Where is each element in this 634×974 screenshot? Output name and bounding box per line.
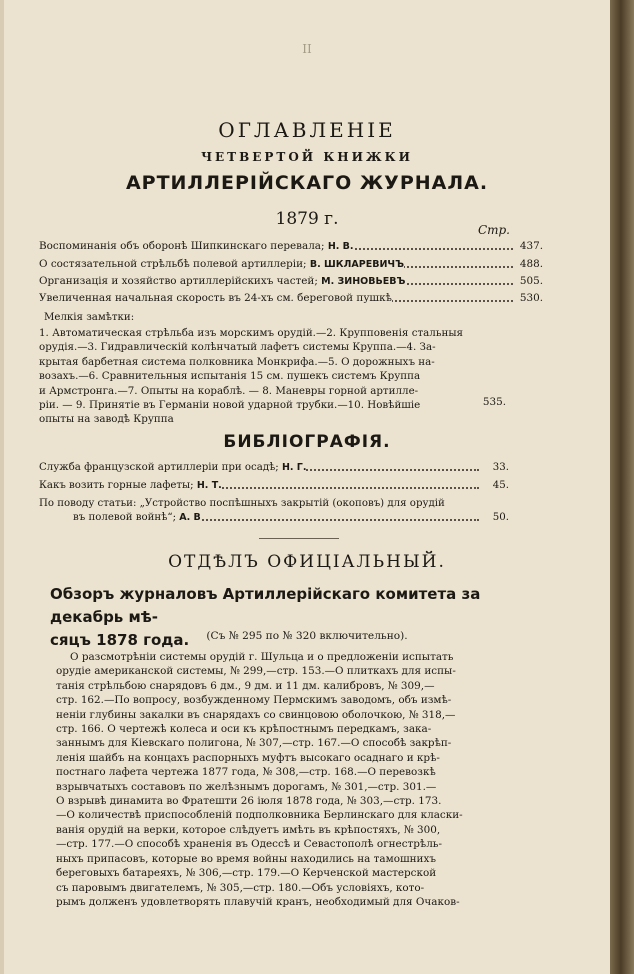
body-line: съ паровымъ двигателемъ, № 305,—стр. 180.—Объ условiяхъ, кото- bbox=[56, 881, 425, 894]
toc-entry bbox=[39, 239, 543, 254]
misc-notes-line: 1. Автоматическая стрѣльба изъ морскимъ орудiй.—2. Крупповенiя стальныя bbox=[39, 327, 464, 339]
bibliography-entry-title: Служба французской артиллерiи при осадѣ; bbox=[39, 462, 279, 473]
toc-entry-title: О состязательной стрѣльбѣ полевой артиллерiи; bbox=[39, 258, 307, 270]
bibliography-title: БИБЛIОГРАФIЯ. bbox=[223, 432, 391, 452]
bibliography-entry-page: 50. bbox=[492, 512, 509, 523]
body-line: взрывчатыхъ составовъ по желѣзнымъ дорогамъ, № 301,—стр. 301.— bbox=[56, 780, 437, 793]
misc-notes-line: опыты на заводѣ Круппа bbox=[39, 413, 174, 426]
bibliography-entry-author: Н. Г. bbox=[281, 462, 307, 473]
toc-entry bbox=[39, 291, 543, 306]
review-title-line: сяцъ 1878 года. bbox=[50, 631, 190, 649]
dot-leader bbox=[179, 519, 479, 521]
toc-entry-author: Н. В. bbox=[327, 241, 354, 252]
toc-title: ОГЛАВЛЕНIЕ bbox=[218, 118, 396, 142]
bibliography-entry-title: въ полевой войнѣ“; bbox=[73, 512, 177, 523]
bibliography-entry-title: Какъ возить горные лафеты; bbox=[39, 480, 194, 491]
journal-name: АРТИЛЛЕРIЙСКАГО ЖУРНАЛА. bbox=[125, 172, 489, 194]
bibliography-entry-page: 33. bbox=[492, 462, 509, 473]
toc-entry bbox=[39, 257, 543, 272]
bibliography-entry-title: По поводу статьи: „Устройство поспѣшныхъ закрытiй (окоповъ) для орудiй bbox=[39, 498, 445, 509]
body-line: стр. 166. О чертежѣ колеса и оси къ крѣпостнымъ передкамъ, зака- bbox=[56, 723, 432, 736]
body-line: постнаго лафета чертежа 1877 года, № 308,—стр. 168.—О перевозкѣ bbox=[56, 766, 436, 779]
page-number-mark: II bbox=[302, 42, 312, 56]
body-line: ненiи глубины закалки въ снарядахъ со свинцовою оболочкою, № 318,— bbox=[56, 708, 456, 721]
bibliography-entry bbox=[39, 478, 509, 493]
bibliography-entry-page: 45. bbox=[492, 480, 509, 491]
misc-notes-heading: Мелкiя замѣтки: bbox=[44, 312, 135, 323]
toc-entry-author: М. ЗИНОВЬЕВЪ bbox=[321, 276, 406, 287]
toc-entry-page: 437. bbox=[519, 240, 543, 252]
misc-notes-line: орудiя.—3. Гидравлическiй колѣнчатый лафетъ системы Круппа.—4. За- bbox=[39, 341, 436, 354]
body-line: ванiя орудiй на верки, которое слѣдуетъ имѣть въ крѣпостяхъ, № 300, bbox=[56, 823, 441, 836]
misc-notes-page: 535. bbox=[482, 396, 506, 408]
toc-entry-page: 488. bbox=[519, 258, 543, 270]
misc-notes-line: возахъ.—6. Сравнительныя испытанiя 15 см. пушекъ системъ Круппа bbox=[39, 370, 421, 383]
body-line: береговыхъ батареяхъ, № 306,—стр. 179.—О Керченской мастерской bbox=[56, 867, 437, 880]
toc-entry bbox=[39, 274, 543, 289]
body-line: стр. 162.—По вопросу, возбужденному Пермскимъ заводомъ, объ измѣ- bbox=[56, 694, 452, 707]
body-line: рымъ долженъ удовлетворять плавучiй кранъ, необходимый для Очаков- bbox=[56, 895, 460, 908]
toc-entry-title: Организацiя и хозяйство артиллерiйскихъ частей; bbox=[39, 275, 318, 287]
body-line: ленiя шайбъ на концахъ распорныхъ муфтъ высокаго осаднаго и крѣ- bbox=[56, 751, 440, 764]
review-title-line: Обзоръ журналовъ Артиллерiйскаго комитета за декабрь мѣ- bbox=[50, 585, 481, 626]
body-line: заннымъ для Кiевскаго полигона, № 307,—стр. 167.—О способѣ закрѣп- bbox=[56, 737, 452, 750]
toc-entry-title: Воспоминанiя объ оборонѣ Шипкинскаго перевала; bbox=[39, 240, 325, 252]
bibliography-entry-author: Н. Т. bbox=[196, 480, 222, 491]
bibliography-entry bbox=[39, 496, 509, 511]
body-line: ныхъ припасовъ, которые во время войны находились на тамошнихъ bbox=[56, 852, 436, 865]
bibliography-entry-author: А. В bbox=[179, 512, 201, 523]
bibliography-entry bbox=[39, 510, 509, 525]
body-line: —О количествѣ приспособленiй подполковника Берлинскаго для класки- bbox=[56, 809, 463, 822]
body-line: орудiе американской системы, № 299,—стр. 153.—О плиткахъ для испы- bbox=[56, 665, 456, 678]
misc-notes-list bbox=[39, 326, 509, 427]
misc-notes-line: и Армстронга.—7. Опыты на кораблѣ. — 8. Маневры горной артилле- bbox=[39, 384, 419, 397]
book-page bbox=[4, 0, 610, 974]
year-heading: 1879 г. bbox=[275, 209, 339, 229]
section-divider bbox=[259, 538, 339, 539]
review-body bbox=[56, 650, 516, 909]
misc-notes-line: рiи. — 9. Принятiе въ Германiи новой ударной трубки.—10. Новѣйшiе bbox=[39, 399, 421, 412]
toc-entry-page: 505. bbox=[519, 275, 543, 287]
official-section-title: ОТДѢЛЪ ОФИЦIАЛЬНЫЙ. bbox=[168, 552, 446, 572]
page-column-label: Стр. bbox=[477, 223, 510, 237]
review-range: (Съ № 295 по № 320 включительно). bbox=[206, 630, 408, 642]
body-line: О разсмотрѣнiи системы орудiй г. Шульца и о предложенiи испытать bbox=[70, 651, 454, 663]
toc-entry-author: В. ШКЛАРЕВИЧЪ bbox=[309, 259, 405, 270]
body-line: танiя стрѣльбою снарядовъ 6 дм., 9 дм. и 11 дм. калибровъ, № 309,— bbox=[56, 679, 435, 692]
toc-entry-title: Увеличенная начальная скорость въ 24-хъ см. береговой пушкѣ bbox=[39, 292, 392, 304]
toc-entry-page: 530. bbox=[519, 292, 543, 304]
body-line: —стр. 177.—О способѣ храненiя въ Одессѣ и Севастополѣ огнестрѣль- bbox=[56, 838, 442, 851]
bibliography-entry bbox=[39, 460, 509, 475]
misc-notes-line: крытая барбетная система полковника Монкрифа.—5. О дорожныхъ на- bbox=[39, 355, 435, 368]
body-line: О взрывѣ динамита во Фратешти 26 iюля 1878 года, № 303,—стр. 173. bbox=[56, 795, 442, 808]
book-spine-shadow bbox=[610, 0, 634, 974]
toc-subtitle: ЧЕТВЕРТОЙ КНИЖКИ bbox=[201, 150, 413, 164]
